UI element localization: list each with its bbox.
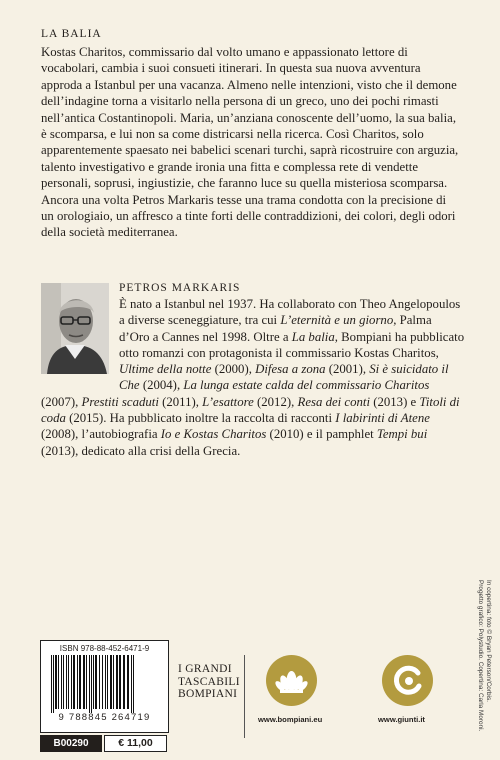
bio-title: L’eternità e un giorno [280,313,394,328]
barcode-bar [53,655,54,713]
barcode-box [40,640,169,733]
bio-title: Io e Kostas Charitos [160,427,267,442]
bio-title: Si è suicidato il Che [119,362,449,393]
barcode-bar [58,655,59,709]
bio-segment: (2000), [211,362,256,377]
barcode-bar [79,655,81,709]
barcode-bar [83,655,85,709]
barcode-bar [113,655,114,709]
barcode-bar [99,655,100,709]
barcode-bar [93,655,94,709]
bio-segment: (2001), [325,362,370,377]
bio-title: Prestiti scaduti [81,394,159,409]
barcode-number: 9 788845 264719 [58,712,151,723]
barcode-bar [86,655,87,709]
bio-title: Resa dei conti [297,394,371,409]
giunti-logo-icon [382,655,433,706]
barcode-bar [77,655,78,709]
barcode-bar [102,655,103,709]
barcode-bar [71,655,72,709]
isbn-label: ISBN 978-88-452-6471-9 [59,644,150,653]
barcode-bar [63,655,64,709]
price-label: € 11,00 [104,735,167,752]
barcode-bar [110,655,112,709]
credits [470,580,500,756]
barcode-bar [91,655,92,713]
bio-segment: (2010) e il pamphlet [266,427,377,442]
barcode-bar [119,655,121,709]
barcode-bar [73,655,75,709]
bompiani-logo-icon [266,655,317,706]
blurb-title: LA BALIA [41,28,102,40]
bio-segment: , Bompiani ha pubblicato otto romanzi con protagonista il commissario Kostas Charitos, [119,329,465,360]
product-code: B00290 [40,735,102,752]
barcode-bar [68,655,69,709]
barcode-bar [133,655,134,713]
barcode-bar [127,655,129,709]
divider [244,655,245,738]
blurb-paragraph: Kostas Charitos, commissario dal volto umano e appassionato lettore di vocabolari, cambia i suoi consueti itinerari. In questa sua nuova avventura approda a Istanbul per una vacanza. Almeno nelle intenzioni, visto che il demone dell’indagine torna a visitarlo nella persona di un greco, uno dei pochi rimasti nell’antica Costantinopoli. Maria, un’anziana conoscente dell’uomo, la sua balia, è scomparsa, e lui non sa come districarsi nella ricerca. Così Charitos, solo apparentemente spaesato nei babelici scenari turchi, saprà ricostruire con arguzia, talento investigativo e grande ironia una fitta e complessa rete di vendette personali, soprusi, ingiustizie, che faranno luce su quella misteriosa scomparsa. Ancora una volta Petros Markaris tesse una trama condotta con la precisione di un orologiaio, un affresco a tinte forti delle contraddizioni, dei colori, degli odori della società mediterranea. [41,45,459,240]
bio-title: Titoli di coda [41,394,460,426]
barcode-bar [131,655,132,713]
cover-credit: In copertina: foto © Bryan Peterson/Corbis. [485,580,492,702]
barcode-bar [123,655,125,709]
giunti-website: www.giunti.it [378,715,425,724]
barcode-image [47,655,162,713]
series-logo [178,663,240,701]
series-line: BOMPIANI [178,688,238,700]
bio-title: Ultime della notte [119,362,212,377]
bio-title: Difesa a zona [255,362,326,377]
bio-title: Tempi bui [376,427,428,442]
barcode-bar [51,655,52,713]
bio-segment: È nato a Istanbul nel 1937. Ha collaborato con Theo Angelopoulos a diverse sceneggiature, tra cui [119,297,461,328]
bio-title: La balia [291,329,335,344]
bio-title: I labirinti di Atene [335,411,430,426]
barcode-bar [66,655,67,709]
barcode-bar [55,655,57,709]
bio-segment: (2012), [253,394,298,409]
barcode-bar [61,655,62,709]
author-name: PETROS MARKARIS [119,282,241,294]
blurb-text [41,44,461,241]
barcode-bar [105,655,106,709]
bio-segment: (2008), l’autobiografia [41,427,161,442]
series-line: I GRANDI [178,663,232,675]
bio-segment: (2013), dedicato alla crisi della Grecia. [41,443,241,458]
bio-segment: (2007), [41,394,82,409]
series-line: TASCABILI [178,675,240,688]
bio-title: L’esattore [202,394,254,409]
design-credit: Progetto grafico: Polystudio. Copertina: Carla Moroni. [477,580,484,732]
bio-segment: , Palma d’Oro a Cannes nel 1998. Oltre a [119,313,432,344]
bio-segment: (2011), [158,394,203,409]
barcode-bar [89,655,90,713]
bio-segment: (2004), [139,378,184,393]
author-bio [41,296,465,459]
bio-segment: (2013) e [370,394,420,409]
bompiani-website: www.bompiani.eu [258,715,323,724]
barcode-bar [116,655,118,709]
barcode-bar [95,655,97,709]
bio-title: La lunga estate calda del commissario Charitos [183,378,430,393]
bio-segment: (2015). Ha pubblicato inoltre la raccolta di racconti [65,411,336,426]
barcode-bar [107,655,108,709]
